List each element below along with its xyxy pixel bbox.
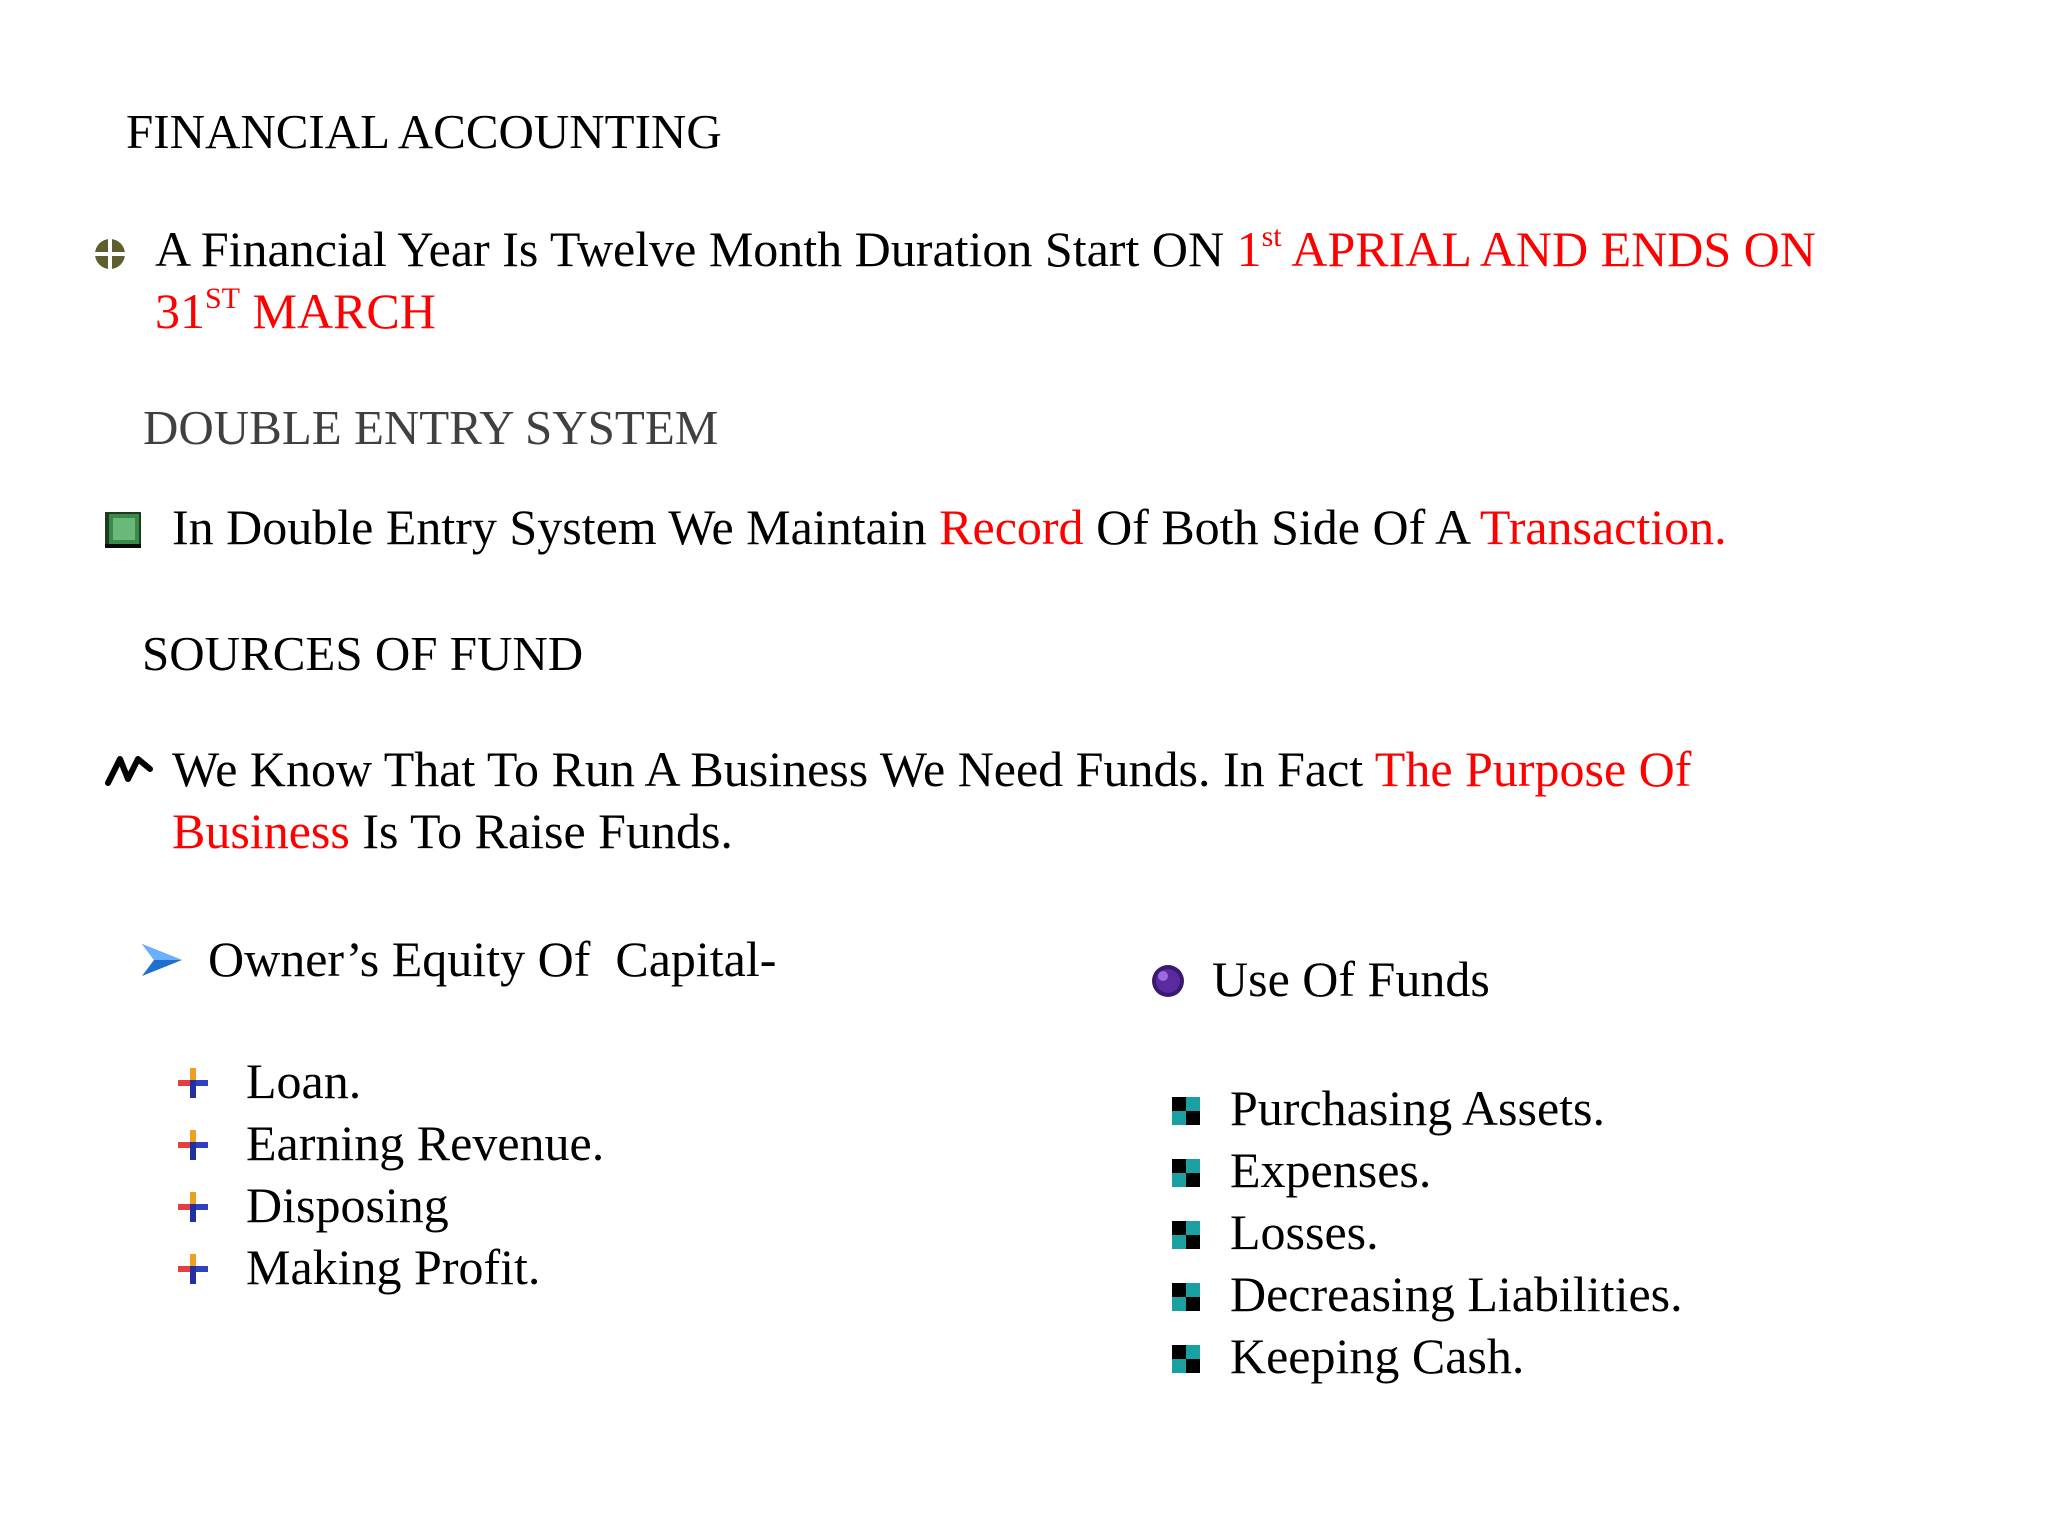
green-square-icon (105, 512, 141, 548)
double-entry-text (172, 496, 2032, 558)
source-item-label: Making Profit. (246, 1239, 541, 1295)
record-highlight: Record (939, 499, 1084, 555)
use-item-label: Purchasing Assets. (1230, 1080, 1605, 1136)
list-item (1172, 1325, 1683, 1387)
transaction-highlight: Transaction. (1479, 499, 1727, 555)
blue-arrow-icon (140, 942, 184, 978)
sources-text-1: We Know That To Run A Business We Need Funds. In Fact (172, 741, 1375, 797)
sources-heading: SOURCES OF FUND (142, 626, 584, 681)
teal-checker-icon (1172, 1283, 1200, 1311)
double-entry-text-1: In Double Entry System We Maintain (172, 499, 940, 555)
list-item (1172, 1263, 1683, 1325)
use-of-funds-heading: Use Of Funds (1212, 951, 1490, 1007)
start-suffix: st (1261, 220, 1282, 253)
color-cross-icon (178, 1192, 208, 1222)
list-item (1172, 1077, 1683, 1139)
end-suffix: ST (205, 282, 241, 315)
end-rest: MARCH (240, 283, 436, 339)
double-entry-text-2: Of Both Side Of A (1083, 499, 1480, 555)
list-item (1172, 1139, 1683, 1201)
sources-text (172, 738, 1872, 862)
teal-checker-icon (1172, 1097, 1200, 1125)
source-item-label: Earning Revenue. (246, 1115, 605, 1171)
list-item (178, 1174, 604, 1236)
use-item-label: Keeping Cash. (1230, 1328, 1525, 1384)
list-item (178, 1050, 604, 1112)
end-date (155, 283, 436, 339)
use-item-label: Decreasing Liabilities. (1230, 1266, 1683, 1322)
start-date (1237, 221, 1816, 277)
use-item-label: Expenses. (1230, 1142, 1432, 1198)
color-cross-icon (178, 1254, 208, 1284)
purple-ball-icon (1150, 963, 1186, 999)
uses-list (1172, 1077, 1683, 1387)
start-rest: APRIAL AND ENDS ON (1281, 221, 1816, 277)
olive-circle-cross-icon (93, 237, 127, 271)
sources-list (178, 1050, 604, 1298)
purpose-highlight: The Purpose Of Business (172, 741, 1692, 859)
color-cross-icon (178, 1130, 208, 1160)
use-item-label: Losses. (1230, 1204, 1379, 1260)
financial-year-intro: A Financial Year Is Twelve Month Duration Start ON (155, 221, 1237, 277)
financial-year-text (155, 218, 1975, 342)
end-day: 31 (155, 283, 205, 339)
list-item (178, 1236, 604, 1298)
double-entry-heading: DOUBLE ENTRY SYSTEM (143, 400, 719, 455)
start-day: 1 (1236, 221, 1262, 277)
source-item-label: Disposing (246, 1177, 449, 1233)
color-cross-icon (178, 1068, 208, 1098)
page-title: FINANCIAL ACCOUNTING (126, 104, 722, 159)
list-item (1172, 1201, 1683, 1263)
teal-checker-icon (1172, 1345, 1200, 1373)
source-item-label: Loan. (246, 1053, 362, 1109)
sources-text-2: Is To Raise Funds. (349, 803, 733, 859)
owners-equity-heading: Owner’s Equity Of Capital- (208, 931, 777, 987)
list-item (178, 1112, 604, 1174)
teal-checker-icon (1172, 1221, 1200, 1249)
squiggle-icon (104, 751, 156, 787)
teal-checker-icon (1172, 1159, 1200, 1187)
